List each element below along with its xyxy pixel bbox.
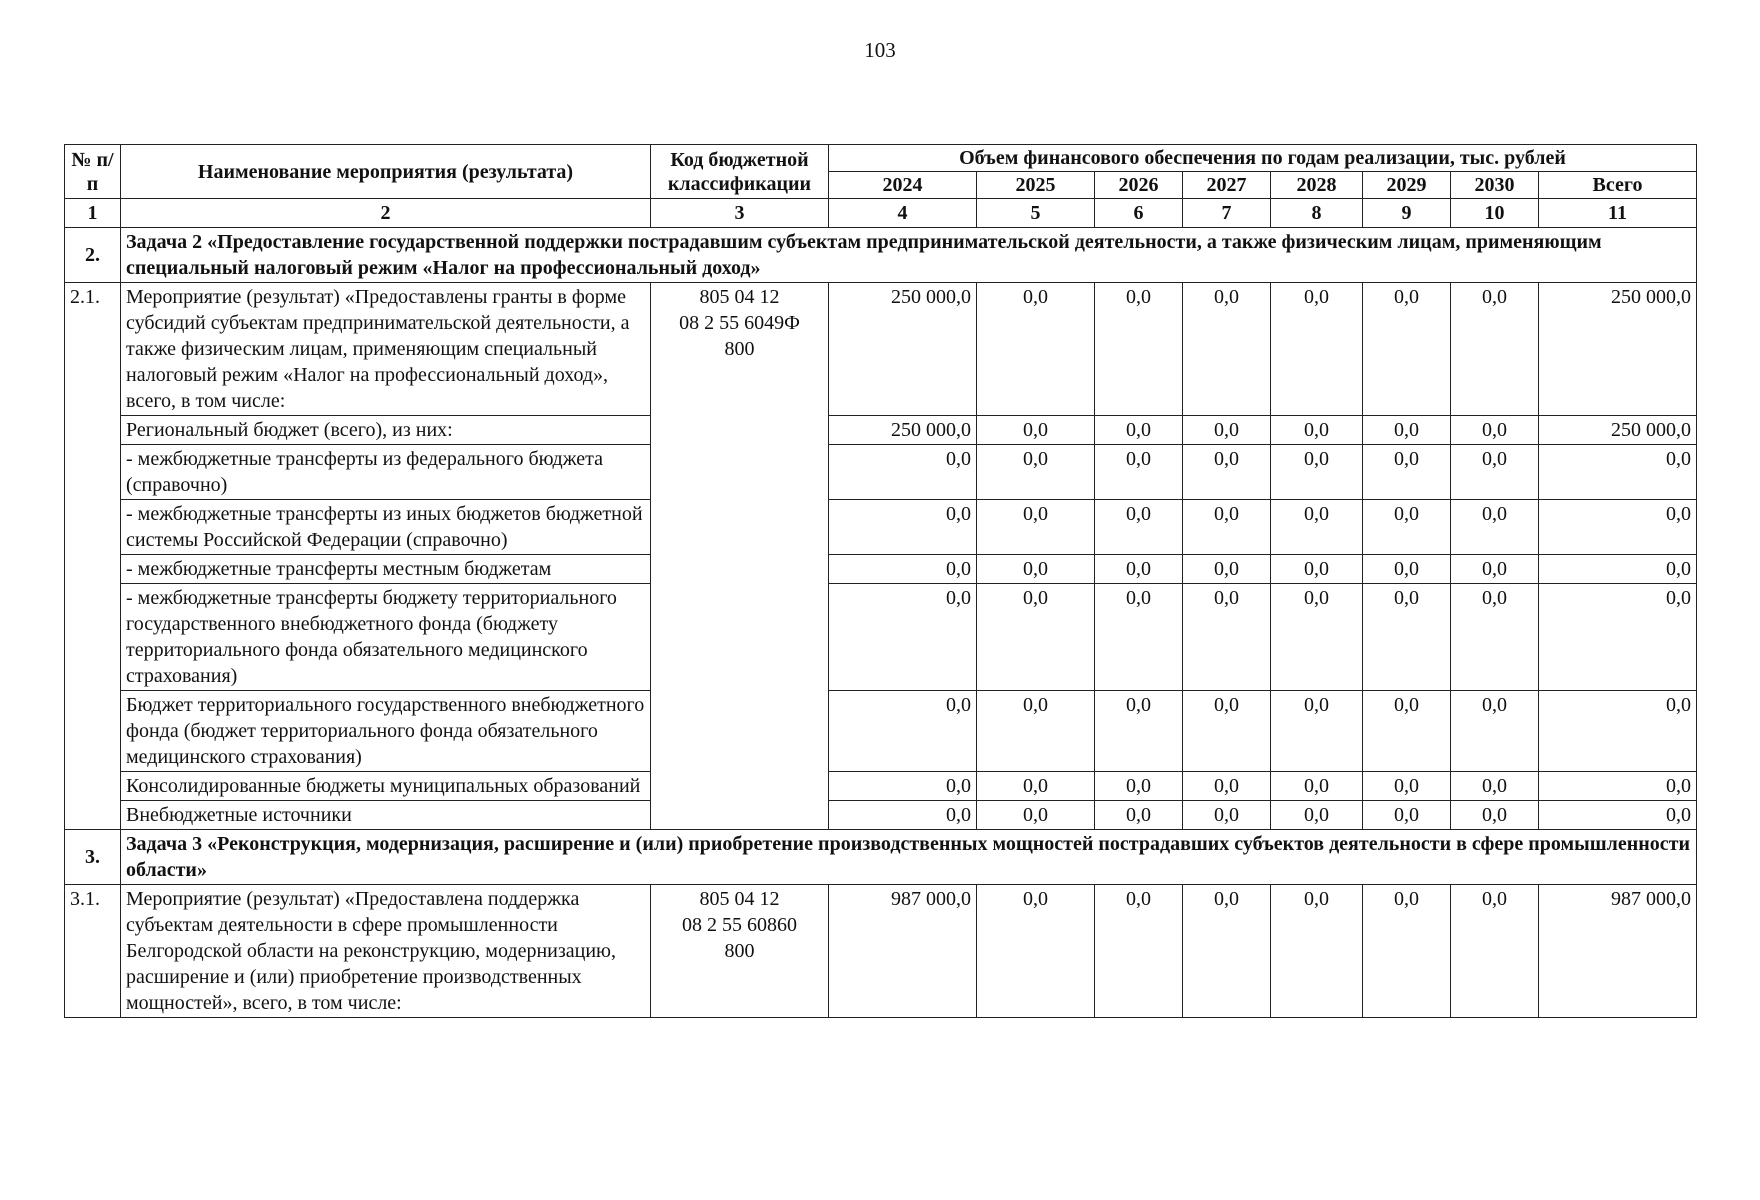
- value-cell: 0,0: [1183, 283, 1271, 416]
- value-cell: 0,0: [829, 801, 977, 830]
- value-cell: 0,0: [1271, 885, 1363, 1018]
- value-cell: 250 000,0: [829, 283, 977, 416]
- column-number-1: 1: [65, 199, 121, 228]
- value-cell: 0,0: [1451, 445, 1539, 500]
- year-header-7: Всего: [1539, 172, 1697, 199]
- value-cell: 0,0: [1539, 691, 1697, 772]
- item-number: 2.1.: [65, 283, 121, 830]
- value-cell: 0,0: [977, 885, 1095, 1018]
- financing-table: [64, 144, 1697, 1018]
- value-cell: 0,0: [1271, 445, 1363, 500]
- value-cell: 0,0: [1095, 691, 1183, 772]
- row-name: Региональный бюджет (всего), из них:: [121, 416, 651, 445]
- value-cell: 0,0: [1271, 772, 1363, 801]
- year-header-6: 2030: [1451, 172, 1539, 199]
- year-header-0: 2024: [829, 172, 977, 199]
- value-cell: 0,0: [977, 500, 1095, 555]
- task-title: Задача 3 «Реконструкция, модернизация, расширение и (или) приобретение производственных мощностей пострадавших субъектов деятельности в сфере промышленности области»: [121, 830, 1697, 885]
- value-cell: 0,0: [829, 555, 977, 584]
- value-cell: 987 000,0: [829, 885, 977, 1018]
- year-header-2: 2026: [1095, 172, 1183, 199]
- row-name: Бюджет территориального государственного внебюджетного фонда (бюджет территориального фонда обязательного медицинского страхования): [121, 691, 651, 772]
- value-cell: 0,0: [1095, 772, 1183, 801]
- value-cell: 0,0: [1271, 500, 1363, 555]
- row-name: Внебюджетные источники: [121, 801, 651, 830]
- column-number-2: 2: [121, 199, 651, 228]
- funding-source-row: [65, 500, 1697, 555]
- year-header-3: 2027: [1183, 172, 1271, 199]
- task-number: 2.: [65, 228, 121, 283]
- measure-row: [65, 283, 1697, 416]
- value-cell: 0,0: [1451, 416, 1539, 445]
- value-cell: 0,0: [1539, 584, 1697, 691]
- value-cell: 0,0: [829, 445, 977, 500]
- value-cell: 0,0: [1539, 445, 1697, 500]
- col-name-header: Наименование мероприятия (результата): [121, 145, 651, 199]
- value-cell: 0,0: [1363, 416, 1451, 445]
- value-cell: 0,0: [1363, 772, 1451, 801]
- value-cell: 0,0: [1451, 885, 1539, 1018]
- value-cell: 0,0: [1363, 885, 1451, 1018]
- value-cell: 0,0: [1271, 801, 1363, 830]
- header-row-1: [65, 145, 1697, 172]
- column-number-11: 11: [1539, 199, 1697, 228]
- column-number-3: 3: [651, 199, 829, 228]
- funding-source-row: [65, 691, 1697, 772]
- funding-source-row: [65, 555, 1697, 584]
- value-cell: 250 000,0: [1539, 283, 1697, 416]
- column-number-4: 4: [829, 199, 977, 228]
- value-cell: 987 000,0: [1539, 885, 1697, 1018]
- value-cell: 0,0: [1271, 584, 1363, 691]
- year-header-4: 2028: [1271, 172, 1363, 199]
- value-cell: 0,0: [1095, 283, 1183, 416]
- value-cell: 0,0: [1363, 584, 1451, 691]
- value-cell: 0,0: [829, 772, 977, 801]
- value-cell: 0,0: [1183, 555, 1271, 584]
- task-row: [65, 228, 1697, 283]
- value-cell: 0,0: [1363, 283, 1451, 416]
- task-number: 3.: [65, 830, 121, 885]
- task-title: Задача 2 «Предоставление государственной поддержки пострадавшим субъектам предпринимательской деятельности, а также физическим лицам, применяющим специальный налоговый режим «Налог на профессиональный доход»: [121, 228, 1697, 283]
- value-cell: 0,0: [829, 691, 977, 772]
- item-number: 3.1.: [65, 885, 121, 1018]
- task-row: [65, 830, 1697, 885]
- funding-source-row: [65, 584, 1697, 691]
- value-cell: 0,0: [1451, 772, 1539, 801]
- col-number-header: № п/п: [65, 145, 121, 199]
- table-body: [65, 199, 1697, 1018]
- value-cell: 0,0: [1539, 772, 1697, 801]
- row-name: Консолидированные бюджеты муниципальных образований: [121, 772, 651, 801]
- value-cell: 0,0: [1095, 801, 1183, 830]
- row-name: - межбюджетные трансферты местным бюджетам: [121, 555, 651, 584]
- value-cell: 0,0: [977, 801, 1095, 830]
- value-cell: 0,0: [1095, 500, 1183, 555]
- value-cell: 0,0: [1363, 555, 1451, 584]
- value-cell: 0,0: [1095, 416, 1183, 445]
- year-header-1: 2025: [977, 172, 1095, 199]
- value-cell: 0,0: [977, 416, 1095, 445]
- value-cell: 0,0: [829, 500, 977, 555]
- value-cell: 0,0: [977, 691, 1095, 772]
- column-number-5: 5: [977, 199, 1095, 228]
- value-cell: 0,0: [977, 584, 1095, 691]
- value-cell: 0,0: [1363, 691, 1451, 772]
- funding-source-row: [65, 416, 1697, 445]
- value-cell: 0,0: [1183, 885, 1271, 1018]
- measure-row: [65, 885, 1697, 1018]
- budget-code: 805 04 12 08 2 55 60860 800: [651, 885, 829, 1018]
- value-cell: 0,0: [1451, 801, 1539, 830]
- col-volume-header: Объем финансового обеспечения по годам реализации, тыс. рублей: [829, 145, 1697, 172]
- funding-source-row: [65, 801, 1697, 830]
- value-cell: 0,0: [1363, 445, 1451, 500]
- page-number: 103: [864, 38, 896, 62]
- value-cell: 0,0: [1183, 500, 1271, 555]
- value-cell: 0,0: [1539, 555, 1697, 584]
- value-cell: 0,0: [977, 772, 1095, 801]
- column-number-10: 10: [1451, 199, 1539, 228]
- column-number-8: 8: [1271, 199, 1363, 228]
- value-cell: 0,0: [829, 584, 977, 691]
- value-cell: 0,0: [977, 445, 1095, 500]
- row-name: Мероприятие (результат) «Предоставлена поддержка субъектам деятельности в сфере промышленности Белгородской области на реконструкцию, модернизацию, расширение и (или) приобретение производственных мощностей», всего, в том числе:: [121, 885, 651, 1018]
- value-cell: 0,0: [1271, 555, 1363, 584]
- value-cell: 250 000,0: [1539, 416, 1697, 445]
- value-cell: 0,0: [1451, 691, 1539, 772]
- value-cell: 0,0: [1539, 500, 1697, 555]
- value-cell: 0,0: [1271, 416, 1363, 445]
- value-cell: 0,0: [1183, 691, 1271, 772]
- col-code-header: Код бюджетной классификации: [651, 145, 829, 199]
- value-cell: 0,0: [1095, 555, 1183, 584]
- column-number-9: 9: [1363, 199, 1451, 228]
- value-cell: 0,0: [1095, 584, 1183, 691]
- value-cell: 0,0: [1183, 416, 1271, 445]
- value-cell: 0,0: [1183, 772, 1271, 801]
- column-number-7: 7: [1183, 199, 1271, 228]
- value-cell: 0,0: [1451, 283, 1539, 416]
- value-cell: 0,0: [1095, 885, 1183, 1018]
- row-name: Мероприятие (результат) «Предоставлены гранты в форме субсидий субъектам предпринимательской деятельности, а также физическим лицам, применяющим специальный налоговый режим «Налог на профессиональный доход», всего, в том числе:: [121, 283, 651, 416]
- value-cell: 0,0: [1451, 500, 1539, 555]
- column-number-6: 6: [1095, 199, 1183, 228]
- value-cell: 0,0: [977, 283, 1095, 416]
- value-cell: 0,0: [1271, 691, 1363, 772]
- budget-code: 805 04 12 08 2 55 6049Ф 800: [651, 283, 829, 830]
- value-cell: 250 000,0: [829, 416, 977, 445]
- value-cell: 0,0: [977, 555, 1095, 584]
- value-cell: 0,0: [1183, 584, 1271, 691]
- value-cell: 0,0: [1183, 801, 1271, 830]
- value-cell: 0,0: [1363, 801, 1451, 830]
- column-numbers-row: [65, 199, 1697, 228]
- value-cell: 0,0: [1539, 801, 1697, 830]
- value-cell: 0,0: [1271, 283, 1363, 416]
- value-cell: 0,0: [1095, 445, 1183, 500]
- value-cell: 0,0: [1451, 555, 1539, 584]
- row-name: - межбюджетные трансферты из федерального бюджета (справочно): [121, 445, 651, 500]
- year-header-5: 2029: [1363, 172, 1451, 199]
- row-name: - межбюджетные трансферты бюджету территориального государственного внебюджетного фонда (бюджету территориального фонда обязательного медицинского страхования): [121, 584, 651, 691]
- row-name: - межбюджетные трансферты из иных бюджетов бюджетной системы Российской Федерации (справочно): [121, 500, 651, 555]
- value-cell: 0,0: [1183, 445, 1271, 500]
- value-cell: 0,0: [1363, 500, 1451, 555]
- funding-source-row: [65, 772, 1697, 801]
- value-cell: 0,0: [1451, 584, 1539, 691]
- funding-source-row: [65, 445, 1697, 500]
